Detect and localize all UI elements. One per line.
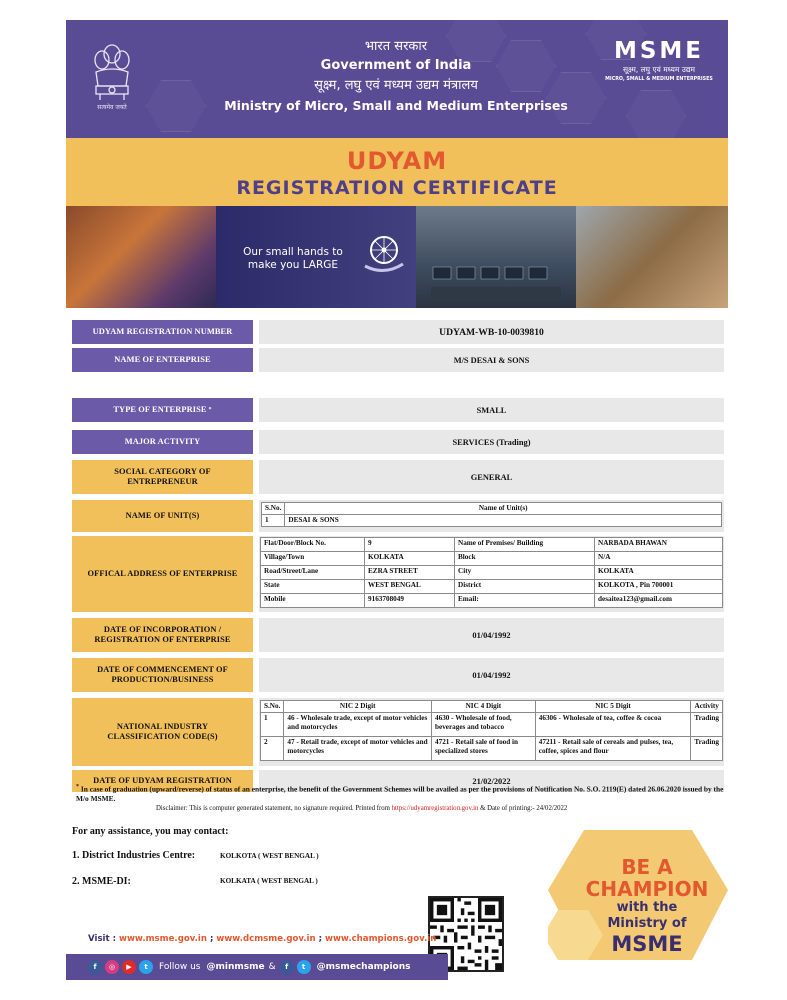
table-cell: KOLKATA bbox=[595, 566, 723, 580]
table-cell: Trading bbox=[691, 737, 723, 761]
social-footer bbox=[66, 954, 448, 980]
table-cell: 1 bbox=[261, 713, 284, 737]
printing-date-text: & Date of printing:- 24/02/2022 bbox=[480, 805, 568, 812]
table-cell: 4721 - Retail sale of food in specialized stores bbox=[432, 737, 536, 761]
field-unit-names bbox=[72, 500, 724, 532]
disclaimer bbox=[156, 804, 726, 813]
field-label: MAJOR ACTIVITY bbox=[72, 430, 253, 454]
incorporation-label-1: DATE OF INCORPORATION / bbox=[103, 625, 222, 634]
incorporation-date-value: 01/04/1992 bbox=[259, 618, 724, 652]
enterprise-name-value: M/S DESAI & SONS bbox=[259, 348, 724, 372]
table-cell: KOLKATA bbox=[365, 552, 455, 566]
msme-logo-word: MSME bbox=[613, 38, 705, 64]
table-cell: Block bbox=[455, 552, 595, 566]
table-header-row bbox=[262, 503, 722, 515]
facebook-icon[interactable]: f bbox=[280, 960, 294, 974]
table-cell: DESAI & SONS bbox=[285, 515, 722, 527]
commencement-label-1: DATE OF COMMENCEMENT OF bbox=[97, 665, 228, 674]
table-cell: Road/Street/Lane bbox=[261, 566, 365, 580]
chakra-in-hand-icon bbox=[361, 230, 407, 276]
header bbox=[66, 20, 728, 138]
ampersand: & bbox=[268, 962, 276, 972]
table-header-row bbox=[261, 701, 723, 713]
visit-links bbox=[88, 934, 436, 944]
champion-slogan bbox=[566, 856, 728, 956]
table-row bbox=[261, 737, 723, 761]
instagram-icon[interactable]: ◎ bbox=[105, 960, 119, 974]
table-cell: Mobile bbox=[261, 594, 365, 608]
table-header-cell: S.No. bbox=[262, 503, 285, 515]
table-cell: WEST BENGAL bbox=[365, 580, 455, 594]
table-cell: Name of Premises/ Building bbox=[455, 538, 595, 552]
udyam-registration-link[interactable]: https://udyamregistration.gov.in bbox=[391, 805, 479, 812]
nic-label-1: NATIONAL INDUSTRY bbox=[116, 722, 209, 731]
government-of-india-title: Government of India bbox=[320, 58, 472, 73]
table-cell: Email: bbox=[455, 594, 595, 608]
field-label: OFFICAL ADDRESS OF ENTERPRISE bbox=[72, 536, 253, 612]
nic-label-2: CLASSIFICATION CODE(S) bbox=[107, 732, 218, 741]
msme-logo bbox=[604, 38, 714, 84]
table-cell: City bbox=[455, 566, 595, 580]
champions-website-link[interactable]: www.champions.gov.in bbox=[325, 934, 437, 944]
field-enterprise-name bbox=[72, 348, 724, 372]
registration-number-value: UDYAM-WB-10-0039810 bbox=[259, 320, 724, 344]
field-registration-number bbox=[72, 320, 724, 344]
udyam-title: UDYAM bbox=[346, 147, 448, 175]
svg-text:सत्यमेव जयते: सत्यमेव जयते bbox=[97, 104, 127, 111]
msme-logo-hindi: सूक्ष्म, लघु एवं मध्यम उद्यम bbox=[622, 65, 696, 74]
table-cell: KOLKOTA , Pin 700001 bbox=[595, 580, 723, 594]
banner-image bbox=[66, 206, 728, 308]
dic-contact-value: KOLKOTA ( WEST BENGAL ) bbox=[220, 852, 319, 860]
artisan-photo bbox=[66, 206, 216, 308]
table-cell: 46 - Wholesale trade, except of motor vehicles and motorcycles bbox=[284, 713, 432, 737]
dcmsme-website-link[interactable]: www.dcmsme.gov.in bbox=[216, 934, 316, 944]
table-cell: State bbox=[261, 580, 365, 594]
table-cell: Trading bbox=[691, 713, 723, 737]
commencement-date-value: 01/04/1992 bbox=[259, 658, 724, 692]
nic-table bbox=[260, 700, 723, 761]
msme-website-link[interactable]: www.msme.gov.in bbox=[119, 934, 207, 944]
address-table bbox=[260, 537, 723, 608]
major-activity-value: SERVICES (Trading) bbox=[259, 430, 724, 454]
table-row bbox=[261, 552, 723, 566]
footnote-asterisk: * bbox=[76, 784, 79, 790]
table-cell: NARBADA BHAWAN bbox=[595, 538, 723, 552]
msmechampions-handle[interactable]: @msmechampions bbox=[316, 962, 411, 972]
table-row bbox=[262, 515, 722, 527]
field-incorporation-date bbox=[72, 618, 724, 652]
table-row bbox=[261, 566, 723, 580]
table-header-cell: NIC 2 Digit bbox=[284, 701, 432, 713]
msme-di-contact-label: 2. MSME-DI: bbox=[72, 876, 131, 887]
table-cell: 9 bbox=[365, 538, 455, 552]
enterprise-type-value: SMALL bbox=[259, 398, 724, 422]
table-row bbox=[261, 580, 723, 594]
table-header-cell: NIC 4 Digit bbox=[432, 701, 536, 713]
field-label: NAME OF ENTERPRISE bbox=[72, 348, 253, 372]
incorporation-label-2: REGISTRATION OF ENTERPRISE bbox=[94, 635, 231, 644]
nic-panel bbox=[259, 698, 724, 766]
table-cell: District bbox=[455, 580, 595, 594]
table-cell: Flat/Door/Block No. bbox=[261, 538, 365, 552]
hindi-government-title: भारत सरकार bbox=[364, 39, 428, 54]
field-label bbox=[72, 698, 253, 766]
champion-line-4: Ministry of bbox=[607, 916, 687, 931]
msme-logo-english: MICRO, SMALL & MEDIUM ENTERPRISES bbox=[605, 77, 713, 82]
hindi-ministry-title: सूक्ष्म, लघु एवं मध्यम उद्यम मंत्रालय bbox=[314, 78, 478, 93]
address-panel bbox=[259, 536, 724, 612]
social-category-label-2: ENTREPRENEUR bbox=[127, 477, 198, 486]
minmsme-handle[interactable]: @minmsme bbox=[206, 962, 265, 972]
field-official-address bbox=[72, 536, 724, 612]
enterprise-type-asterisk: * bbox=[208, 407, 212, 413]
units-table bbox=[261, 502, 722, 527]
table-row bbox=[261, 594, 723, 608]
twitter-icon[interactable]: t bbox=[139, 960, 153, 974]
champion-line-1: BE A bbox=[621, 855, 673, 879]
table-cell: 46306 - Wholesale of tea, coffee & cocoa bbox=[535, 713, 691, 737]
header-titles bbox=[176, 38, 616, 116]
field-enterprise-type bbox=[72, 398, 724, 422]
table-cell: N/A bbox=[595, 552, 723, 566]
field-commencement-date bbox=[72, 658, 724, 692]
hex-decoration bbox=[626, 90, 686, 138]
disclaimer-text: Disclaimer: This is computer generated statement, no signature required. Printed from bbox=[156, 805, 390, 812]
field-label: UDYAM REGISTRATION NUMBER bbox=[72, 320, 253, 344]
footnote-text: In case of graduation (upward/reverse) of status of an enterprise, the benefit of the Government Schemes will be availed as per the provisions of Notification No. S.O. 2119(E) dated 26.06.2020 issued by the M/o MSME. bbox=[76, 784, 724, 804]
field-label bbox=[72, 460, 253, 494]
certificate-page bbox=[66, 20, 728, 980]
table-row bbox=[261, 713, 723, 737]
assistance-heading: For any assistance, you may contact: bbox=[72, 826, 229, 837]
udyam-registration-date-value: 21/02/2022 bbox=[259, 770, 724, 792]
registration-certificate-title: REGISTRATION CERTIFICATE bbox=[236, 177, 558, 199]
field-label bbox=[72, 618, 253, 652]
msme-di-contact-value: KOLKATA ( WEST BENGAL ) bbox=[220, 877, 318, 885]
table-cell: 47 - Retail trade, except of motor vehicles and motorcycles bbox=[284, 737, 432, 761]
enterprise-type-label: TYPE OF ENTERPRISE bbox=[113, 405, 207, 414]
table-cell: Village/Town bbox=[261, 552, 365, 566]
champion-line-3: with the bbox=[616, 900, 678, 915]
units-panel bbox=[259, 500, 724, 532]
table-header-cell: Name of Unit(s) bbox=[285, 503, 722, 515]
facebook-icon[interactable]: f bbox=[88, 960, 102, 974]
youtube-icon[interactable]: ▶ bbox=[122, 960, 136, 974]
table-cell: 47211 - Retail sale of cereals and pulses, tea, coffee, spices and flour bbox=[535, 737, 691, 761]
field-nic-codes bbox=[72, 698, 724, 766]
table-row bbox=[261, 538, 723, 552]
dic-contact-label: 1. District Industries Centre: bbox=[72, 850, 196, 861]
office-monitors-icon bbox=[431, 261, 561, 301]
ministry-title: Ministry of Micro, Small and Medium Enterprises bbox=[224, 98, 568, 113]
field-label: DATE OF UDYAM REGISTRATION bbox=[72, 770, 253, 792]
table-header-cell: S.No. bbox=[261, 701, 284, 713]
title-band bbox=[66, 138, 728, 206]
social-category-label-1: SOCIAL CATEGORY OF bbox=[114, 467, 211, 476]
field-label: NAME OF UNIT(S) bbox=[72, 500, 253, 532]
field-label bbox=[72, 658, 253, 692]
table-cell: desaitea123@gmail.com bbox=[595, 594, 723, 608]
field-social-category bbox=[72, 460, 724, 494]
champion-line-5: MSME bbox=[611, 932, 683, 956]
social-category-value: GENERAL bbox=[259, 460, 724, 494]
visit-label: Visit : bbox=[88, 934, 117, 944]
separator: ; bbox=[209, 934, 214, 944]
table-cell: EZRA STREET bbox=[365, 566, 455, 580]
table-cell: 9163708049 bbox=[365, 594, 455, 608]
commencement-label-2: PRODUCTION/BUSINESS bbox=[111, 675, 214, 684]
national-emblem-icon bbox=[90, 38, 134, 114]
table-cell: 1 bbox=[262, 515, 285, 527]
follow-us-label: Follow us bbox=[159, 962, 201, 972]
banner-tagline-line-2: make you LARGE bbox=[247, 259, 339, 271]
field-major-activity bbox=[72, 430, 724, 454]
table-cell: 2 bbox=[261, 737, 284, 761]
separator: ; bbox=[318, 934, 323, 944]
table-header-cell: Activity bbox=[691, 701, 723, 713]
table-header-cell: NIC 5 Digit bbox=[535, 701, 691, 713]
banner-tagline-line-1: Our small hands to bbox=[243, 246, 343, 258]
farm-photo bbox=[576, 206, 728, 308]
champion-line-2: CHAMPION bbox=[585, 877, 709, 901]
twitter-icon[interactable]: t bbox=[297, 960, 311, 974]
banner-tagline bbox=[238, 246, 348, 272]
table-cell: 4630 - Wholesale of food, beverages and tobacco bbox=[432, 713, 536, 737]
graduation-footnote bbox=[76, 782, 726, 804]
field-label bbox=[72, 398, 253, 422]
